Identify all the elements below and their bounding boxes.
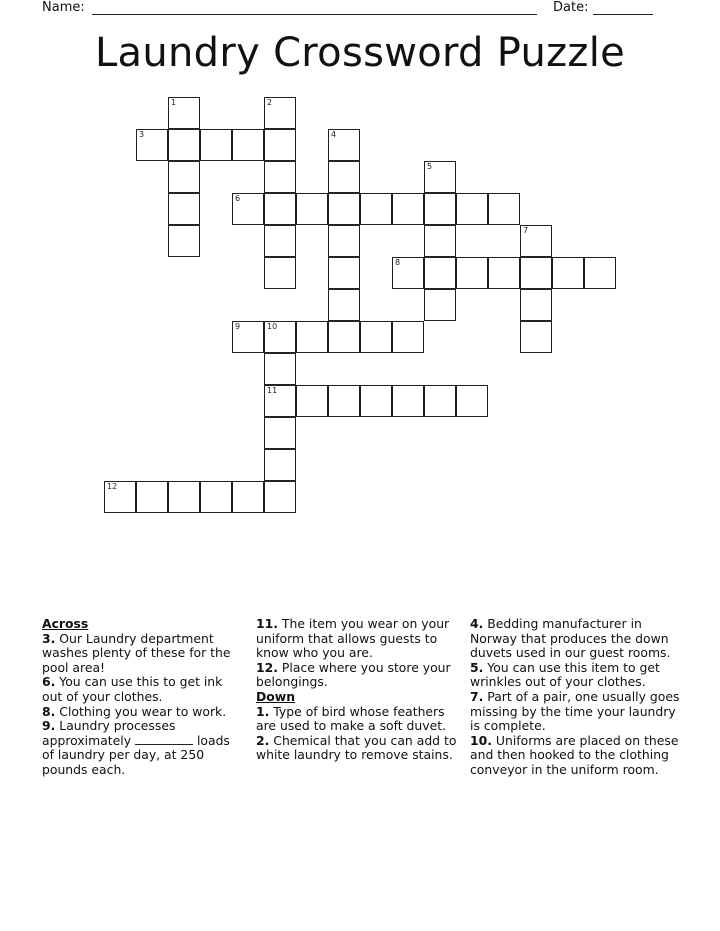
clue-text: Clothing you wear to work. (59, 703, 227, 719)
grid-cell[interactable] (520, 289, 552, 321)
answer-blank[interactable] (135, 734, 193, 745)
grid-cell[interactable] (264, 257, 296, 289)
grid-cell[interactable] (520, 321, 552, 353)
clues-column-3 (470, 617, 682, 778)
grid-cell[interactable] (168, 193, 200, 225)
grid-cell[interactable] (200, 129, 232, 161)
across-clue (42, 719, 242, 777)
clue-number: 4 (331, 130, 337, 139)
clue-number: 7 (523, 226, 529, 235)
grid-cell[interactable] (296, 193, 328, 225)
grid-cell[interactable] (520, 225, 552, 257)
grid-cell[interactable] (232, 193, 264, 225)
grid-cell[interactable] (456, 257, 488, 289)
grid-cell[interactable] (456, 193, 488, 225)
clue-text: You can use this to get ink out of your clothes. (42, 674, 223, 704)
grid-cell[interactable] (360, 385, 392, 417)
clue-text: Bedding manufacturer in Norway that produces the down duvets used in our guest rooms. (470, 616, 671, 661)
across-clue (42, 705, 242, 720)
clue-text: You can use this item to get wrinkles out of your clothes. (470, 659, 660, 690)
grid-cell[interactable] (296, 321, 328, 353)
clue-label: 11. (256, 616, 278, 631)
grid-cell[interactable] (296, 385, 328, 417)
grid-cell[interactable] (168, 225, 200, 257)
clue-text: Place where you store your belongings. (256, 659, 451, 690)
grid-cell[interactable] (200, 481, 232, 513)
grid-cell[interactable] (264, 321, 296, 353)
grid-cell[interactable] (264, 129, 296, 161)
clue-number: 2 (267, 98, 273, 107)
grid-cell[interactable] (264, 225, 296, 257)
grid-cell[interactable] (392, 257, 424, 289)
grid-cell[interactable] (136, 129, 168, 161)
grid-cell[interactable] (264, 353, 296, 385)
clue-label: 7. (470, 688, 484, 704)
clue-number: 12 (107, 482, 118, 491)
clue-number: 10 (267, 322, 278, 331)
name-label: Name: (42, 0, 85, 15)
clue-text: The item you wear on your uniform that allows guests to know who you are. (256, 616, 450, 661)
across-heading: Across (42, 616, 89, 631)
grid-cell[interactable] (328, 193, 360, 225)
down-clue (256, 705, 464, 734)
grid-cell[interactable] (424, 257, 456, 289)
grid-cell[interactable] (424, 225, 456, 257)
clue-label: 1. (256, 703, 270, 719)
grid-cell[interactable] (232, 129, 264, 161)
clue-number: 8 (395, 258, 401, 267)
grid-cell[interactable] (392, 321, 424, 353)
grid-cell[interactable] (264, 481, 296, 513)
grid-cell[interactable] (424, 385, 456, 417)
grid-cell[interactable] (168, 129, 200, 161)
clue-number: 6 (235, 194, 241, 203)
clue-label: 9. (42, 718, 56, 734)
grid-cell[interactable] (456, 385, 488, 417)
clue-number: 5 (427, 162, 433, 171)
grid-cell[interactable] (328, 321, 360, 353)
clue-text: Chemical that you can add to white laundry to remove stains. (256, 732, 457, 763)
down-clue (470, 617, 682, 661)
clue-label: 3. (42, 630, 56, 646)
grid-cell[interactable] (424, 161, 456, 193)
grid-cell[interactable] (488, 193, 520, 225)
clue-text-continued: loads of laundry per day, at 250 pounds each. (42, 732, 230, 777)
across-clue (256, 617, 464, 661)
down-heading: Down (256, 688, 296, 704)
across-clue (42, 675, 242, 704)
grid-cell[interactable] (264, 385, 296, 417)
clue-text: Type of bird whose feathers are used to make a soft duvet. (256, 703, 447, 734)
clue-label: 5. (470, 659, 484, 675)
grid-cell[interactable] (328, 289, 360, 321)
clue-number: 9 (235, 322, 241, 331)
grid-cell[interactable] (232, 481, 264, 513)
down-clue (256, 734, 464, 763)
clue-label: 4. (470, 616, 484, 631)
grid-cell[interactable] (104, 481, 136, 513)
clue-number: 1 (171, 98, 177, 107)
clue-text: Laundry processes approximately (42, 718, 176, 748)
grid-cell[interactable] (264, 417, 296, 449)
grid-cell[interactable] (392, 385, 424, 417)
across-clue (256, 661, 464, 690)
grid-cell[interactable] (488, 257, 520, 289)
grid-cell[interactable] (328, 257, 360, 289)
grid-cell[interactable] (360, 193, 392, 225)
clue-text: Our Laundry department washes plenty of these for the pool area! (42, 630, 231, 675)
clues-column-2 (256, 617, 464, 763)
page-title: Laundry Crossword Puzzle (94, 30, 626, 76)
grid-cell[interactable] (520, 257, 552, 289)
down-clue (470, 690, 682, 734)
clue-label: 6. (42, 674, 56, 690)
clue-label: 12. (256, 659, 278, 675)
grid-cell[interactable] (136, 481, 168, 513)
grid-cell[interactable] (552, 257, 584, 289)
clues-column-1 (42, 617, 242, 778)
clue-number: 11 (267, 386, 278, 395)
grid-cell[interactable] (360, 321, 392, 353)
grid-cell[interactable] (392, 193, 424, 225)
grid-cell[interactable] (328, 225, 360, 257)
down-clue (470, 661, 682, 690)
clue-label: 8. (42, 703, 56, 719)
grid-cell[interactable] (584, 257, 616, 289)
grid-cell[interactable] (232, 321, 264, 353)
grid-cell[interactable] (264, 97, 296, 129)
grid-cell[interactable] (264, 161, 296, 193)
grid-cell[interactable] (168, 161, 200, 193)
grid-cell[interactable] (264, 193, 296, 225)
grid-cell[interactable] (168, 481, 200, 513)
clue-text: Part of a pair, one usually goes missing by the time your laundry is complete. (470, 688, 680, 734)
grid-cell[interactable] (424, 289, 456, 321)
clue-label: 10. (470, 732, 492, 748)
clue-label: 2. (256, 732, 270, 748)
across-clue (42, 632, 242, 676)
grid-cell[interactable] (424, 193, 456, 225)
clue-number: 3 (139, 130, 145, 139)
grid-cell[interactable] (328, 385, 360, 417)
grid-cell[interactable] (264, 449, 296, 481)
date-label: Date: (553, 0, 589, 15)
down-clue (470, 734, 682, 778)
clue-text: Uniforms are placed on these and then hooked to the clothing conveyor in the uniform room. (470, 732, 679, 777)
grid-cell[interactable] (328, 129, 360, 161)
grid-cell[interactable] (328, 161, 360, 193)
grid-cell[interactable] (168, 97, 200, 129)
